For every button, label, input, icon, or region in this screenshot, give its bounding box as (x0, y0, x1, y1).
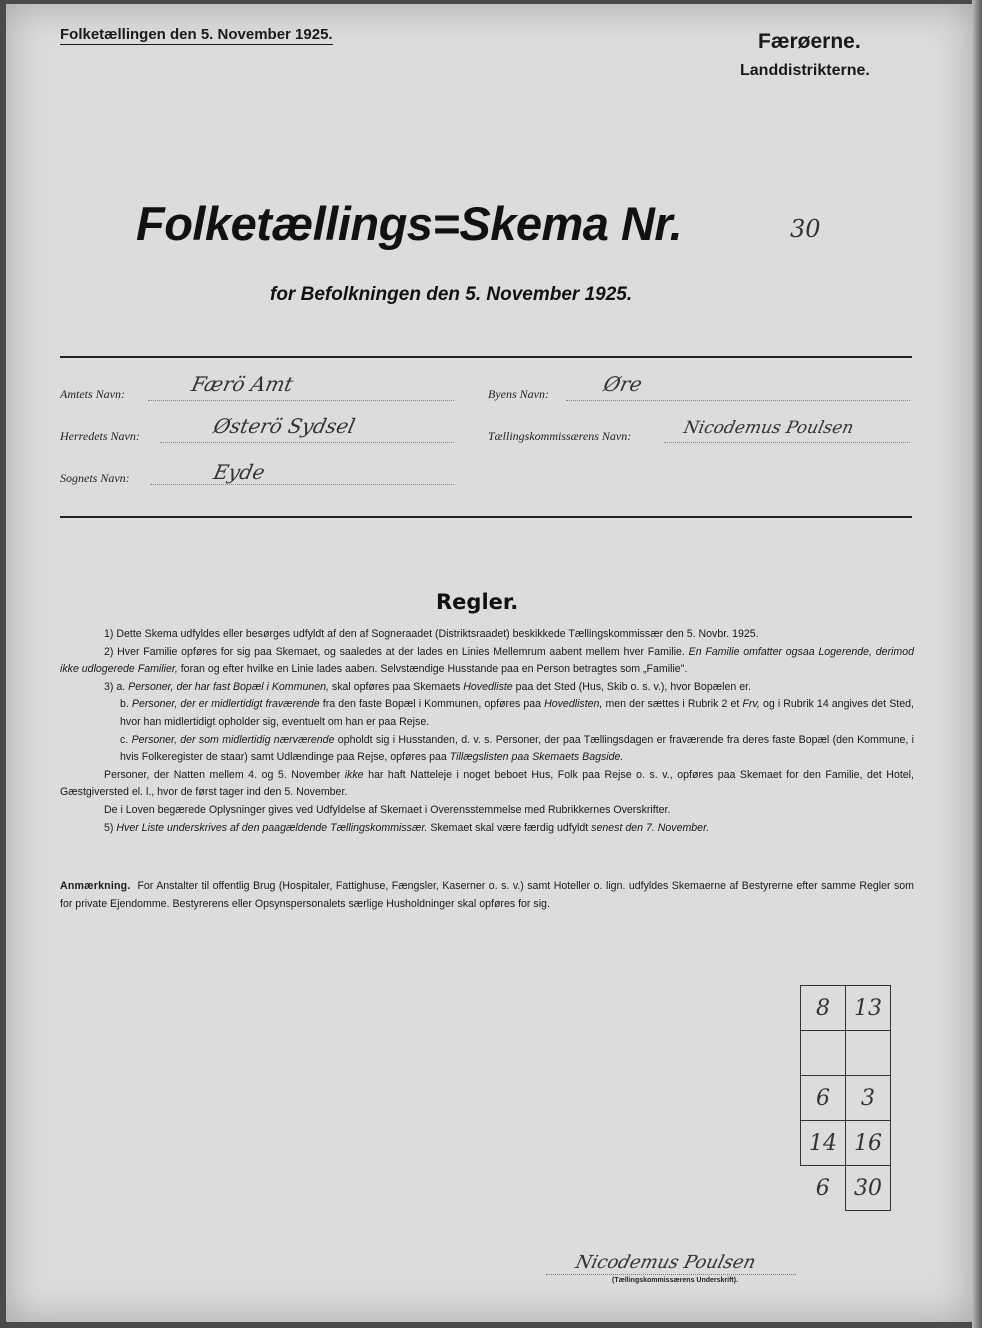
census-date-header: Folketællingen den 5. November 1925. (60, 26, 333, 43)
signature: Nicodemus Poulsen (573, 1252, 758, 1273)
rule-3a: 3) a. Personer, der har fast Bopæl i Kommunen, skal opføres paa Skemaets Hovedliste paa det Sted (Hus, Skib o. s. v.), hvor Bopælen er. (104, 680, 751, 693)
kommissaer-line (664, 442, 910, 443)
divider-bottom (60, 516, 912, 518)
tally-row (801, 1076, 891, 1121)
tally-row (801, 1166, 891, 1211)
divider-top (60, 356, 912, 358)
region-header: Færøerne. (758, 30, 861, 53)
amt-value: Færö Amt (189, 372, 296, 396)
tally-table (800, 985, 891, 1211)
sogn-value: Eyde (211, 460, 268, 484)
form-title: Folketællings=Skema Nr. (136, 197, 683, 250)
form-subtitle: for Befolkningen den 5. November 1925. (270, 284, 633, 305)
sogn-label: Sognets Navn: (60, 471, 130, 485)
tally-cell: 8 (801, 986, 846, 1031)
tally-cell: 6 (815, 1175, 830, 1201)
byen-value: Øre (601, 372, 645, 396)
herred-line (160, 442, 454, 443)
page-edge (972, 0, 982, 1328)
district-type-header: Landdistrikterne. (740, 62, 870, 79)
byen-label: Byens Navn: (488, 387, 549, 401)
tally-cell: 6 (801, 1076, 846, 1121)
tally-row (801, 986, 891, 1031)
rule-1: 1) Dette Skema udfyldes eller besørges udfyldt af den af Sogneraadet (Distriktsraadet) beskikkede Tællingskommissær den 5. Novbr. 1925. (104, 628, 759, 640)
rule-3b: b. Personer, der er midlertidigt fraværende fra den faste Bopæl i Kommunen, opføres paa Hovedlisten, men der sættes i Rubrik 2 et Frv, og i Rubrik 14 angives det Sted, hvor han midlertidigt opholder sig, eventuelt om han er paa Rejse. (120, 698, 914, 728)
kommissaer-label: Tællingskommissærens Navn: (488, 429, 632, 443)
rule-3c: c. Personer, der som midlertidig nærværende opholdt sig i Husstanden, d. v. s. Personer, der paa Tællingsdagen er fraværende fra deres faste Bopæl (den Kommune, i hvis Folkeregister de staar) samt Udlændinge paa Rejse, opføres paa Tillægslisten paa Skemaets Bagside. (120, 733, 914, 764)
herred-label: Herredets Navn: (60, 429, 140, 443)
signature-label: (Tællingskommissærens Underskrift). (612, 1277, 739, 1284)
rule-6: 5) Hver Liste underskrives af den paagældende Tællingskommissær. Skemaet skal være færdig udfyldt senest den 7. November. (104, 821, 710, 834)
form-number-handwritten: 30 (790, 215, 821, 243)
rule-5: De i Loven begærede Oplysninger gives ved Udfyldelse af Skemaet i Overensstemmelse med Rubrikkernes Overskrifter. (104, 803, 671, 816)
herred-value: Østerö Sydsel (211, 414, 358, 438)
amt-label: Amtets Navn: (60, 387, 125, 401)
note-text: For Anstalter til offentlig Brug (Hospitaler, Fattighuse, Fængsler, Kaserner o. s. v.) samt Hoteller o. lign. udfyldes Skemaerne af Bestyrerne efter samme Regler som for private Ejendomme. Bestyrerens eller Opsynspersonalets særlige Husholdninger skal opføres for sig. (60, 880, 915, 910)
byen-line (566, 400, 910, 401)
rule-4: Personer, der Natten mellem 4. og 5. November ikke har haft Natteleje i noget beboet Hus, Folk paa Rejse o. s. v., opføres paa Skemaet for den Familie, det Hotel, Gæstgiversted el. l., hvor de først tager ind den 5. November. (60, 768, 914, 799)
note-label: Anmærkning. (60, 880, 131, 892)
signature-line (546, 1274, 796, 1275)
tally-row (801, 1121, 891, 1166)
tally-cell: 13 (846, 986, 891, 1031)
tally-cell: 14 (801, 1121, 846, 1166)
tally-cell (801, 1031, 846, 1076)
tally-row (801, 1031, 891, 1076)
sogn-line (150, 484, 454, 485)
rule-2: 2) Hver Familie opføres for sig paa Skemaet, og saaledes at der lades en Linies Mellemrum aabent mellem hver Familie. En Familie omfatter ogsaa Logerende, derimod ikke udlogerede Familier, foran og efter hvilke en Linie lades aaben. Selvstændige Husstande paa en Person betragtes som „Familie". (60, 645, 914, 676)
tally-cell: 16 (846, 1121, 891, 1166)
amt-line (148, 400, 454, 401)
tally-cell: 30 (846, 1166, 891, 1211)
tally-cell (846, 1031, 891, 1076)
annotation-note (60, 878, 914, 913)
kommissaer-value: Nicodemus Poulsen (681, 418, 856, 438)
rules-heading: Regler. (436, 590, 519, 614)
tally-cell: 3 (846, 1076, 891, 1121)
rules-text (60, 626, 914, 837)
